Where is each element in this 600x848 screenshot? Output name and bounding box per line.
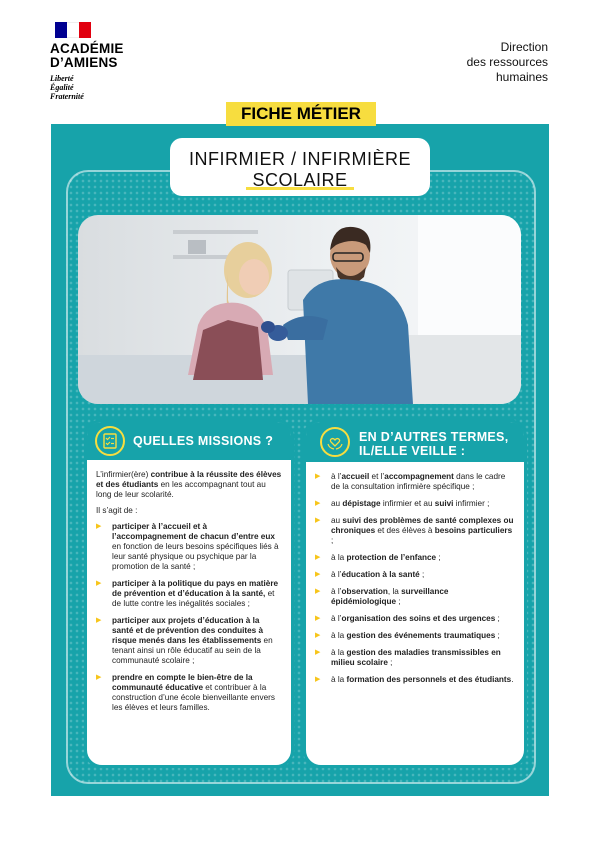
list-item: ▶ à la gestion des événements traumatiques ;: [315, 631, 515, 641]
direction-line-3: humaines: [495, 70, 548, 84]
missions-heading: QUELLES MISSIONS ?: [133, 434, 274, 448]
list-item: ▶ à l’observation, la surveillance épidémiologique ;: [315, 587, 515, 607]
list-item: ▶ à l’organisation des soins et des urgences ;: [315, 614, 515, 624]
veille-list: [315, 472, 515, 685]
job-title-line-2: [252, 170, 347, 191]
job-title-line-2-text: SCOLAIRE: [252, 170, 348, 190]
veille-heading: [359, 430, 508, 458]
list-item: ▶ participer aux projets d’éducation à la santé et de prévention des conduites à risque menés dans les établissements en tenant ainsi un rôle éducatif au sein de la communauté scolaire ;: [96, 616, 282, 666]
academie-logo: [50, 22, 170, 101]
nurse-with-child-photo: [78, 215, 521, 404]
care-hands-icon: [320, 427, 350, 457]
list-item: ▶ participer à l’accueil et à l’accompagnement de chacun d’entre eux en fonction de leurs besoins spécifiques liés à leur santé physique ou psychique par la promotion de la santé ;: [96, 522, 282, 572]
french-flag-icon: [55, 22, 91, 38]
missions-list: [96, 522, 282, 713]
job-title-box: [170, 138, 430, 196]
list-item: ▶ participer à la politique du pays en matière de prévention et d’éducation à la santé, et de lutte contre les inégalités sociales ;: [96, 579, 282, 609]
veille-heading-line-2: IL/ELLE VEILLE :: [359, 444, 466, 458]
missions-intro: L’infirmier(ère) contribue à la réussite des élèves et des étudiants en les accompagnant tout au long de leur scolarité.: [96, 470, 282, 499]
list-item: ▶ à l’éducation à la santé ;: [315, 570, 515, 580]
list-item: ▶ prendre en compte le bien-être de la communauté éducative et contribuer à la construction d’une école bienveillante envers les élèves et leurs familles.: [96, 673, 282, 713]
fiche-metier-badge: FICHE MÉTIER: [226, 102, 376, 126]
list-item: ▶ à l’accueil et l’accompagnement dans le cadre de la consultation infirmière spécifique ;: [315, 472, 515, 492]
motto-liberte: Liberté: [50, 74, 74, 83]
direction-line-1: Direction: [500, 40, 548, 54]
missions-lead: Il s’agit de :: [96, 506, 138, 515]
direction-line-2: des ressources: [466, 55, 548, 69]
list-item: ▶ à la protection de l’enfance ;: [315, 553, 515, 563]
job-title-line-1: INFIRMIER / INFIRMIÈRE: [189, 149, 411, 169]
logo-line-2: D’AMIENS: [50, 55, 118, 70]
list-item: ▶ au suivi des problèmes de santé complexes ou chroniques et des élèves à besoins particuliers ;: [315, 516, 515, 546]
motto-fraternite: Fraternité: [50, 92, 84, 101]
motto-egalite: Égalité: [50, 83, 74, 92]
logo-name: [50, 42, 170, 70]
list-item: ▶ à la formation des personnels et des étudiants.: [315, 675, 515, 685]
missions-body: [96, 470, 282, 720]
logo-motto: [50, 74, 170, 101]
direction-label: [467, 40, 548, 85]
checklist-icon: [95, 426, 125, 456]
list-item: ▶ à la gestion des maladies transmissibles en milieu scolaire ;: [315, 648, 515, 668]
list-item: ▶ au dépistage infirmier et au suivi infirmier ;: [315, 499, 515, 509]
veille-heading-line-1: EN D’AUTRES TERMES,: [359, 430, 509, 444]
veille-body: [315, 472, 515, 692]
logo-line-1: ACADÉMIE: [50, 41, 124, 56]
